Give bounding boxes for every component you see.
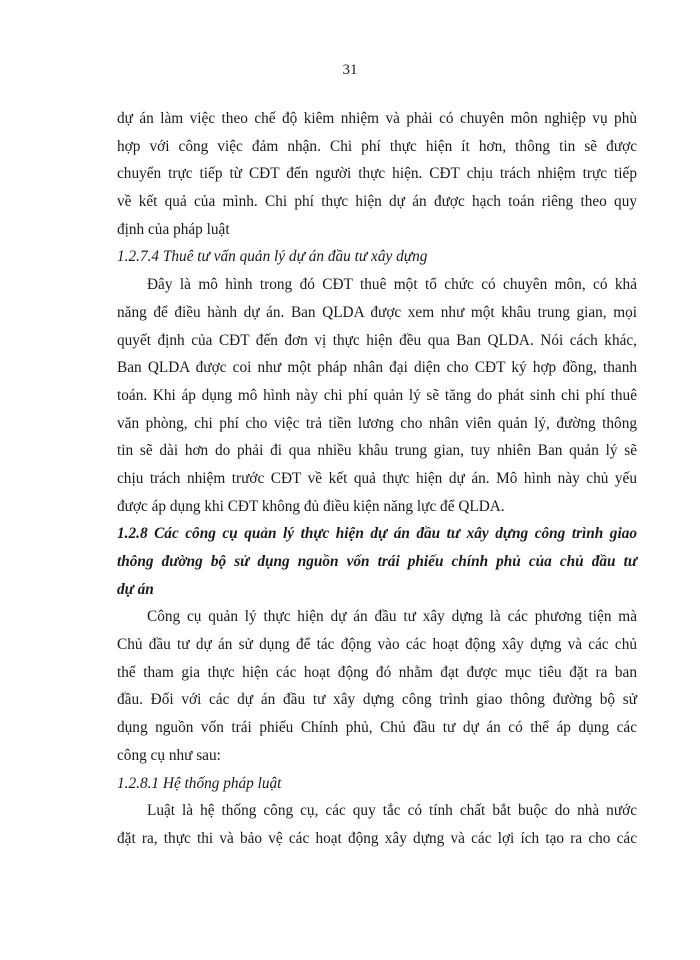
paragraph-line: công cụ như sau:: [117, 746, 221, 764]
paragraph-line: dự án làm việc theo chế độ kiêm nhiệm và phải có chuyên môn nghiệp vụ phù: [117, 110, 637, 127]
paragraph-line: năng để điều hành dự án. Ban QLDA được xem như một khâu trung gian, mọi: [117, 303, 637, 321]
paragraph-line: hợp với công việc đảm nhận. Chi phí thực hiện ít hơn, thông tin sẽ được: [117, 137, 637, 155]
paragraph-line: quyết định của CĐT đến đơn vị thực hiện đều qua Ban QLDA. Nói cách khác,: [117, 331, 637, 349]
section-heading-line: 1.2.8.1 Hệ thống pháp luật: [117, 774, 282, 792]
paragraph-line: toán. Khi áp dụng mô hình này chi phí quản lý sẽ tăng do phát sinh chi phí thuê: [117, 386, 637, 404]
paragraph-line: chịu trách nhiệm trước CĐT về kết quả thực hiện dự án. Mô hình này chủ yếu: [117, 469, 637, 487]
paragraph-line: tin sẽ dài hơn do phải đi qua nhiều khâu trung gian, tuy nhiên Ban quản lý sẽ: [117, 442, 637, 460]
paragraph-line: văn phòng, chi phí cho việc trả tiền lương cho nhân viên quản lý, đường thông: [117, 414, 637, 432]
paragraph-line: về kết quả của mình. Chi phí thực hiện dự án được hạch toán riêng theo quy: [117, 193, 637, 211]
paragraph-line: chuyển trực tiếp từ CĐT đến người thực hiện. CĐT chịu trách nhiệm trực tiếp: [117, 165, 637, 183]
paragraph-line: đặt ra, thực thi và bảo vệ các hoạt động xây dựng và các lợi ích tạo ra cho các: [117, 829, 637, 847]
body-text: [117, 105, 637, 853]
page-number: 31: [342, 62, 358, 78]
paragraph-line: đầu. Đối với các dự án đầu tư xây dựng công trình giao thông đường bộ sử: [117, 691, 637, 709]
section-heading-line: dự án: [117, 580, 154, 598]
section-heading-line: 1.2.7.4 Thuê tư vấn quản lý dự án đầu tư xây dựng: [117, 248, 428, 266]
section-heading-line: 1.2.8 Các công cụ quản lý thực hiện dự án đầu tư xây dựng công trình giao: [117, 525, 637, 543]
paragraph-line: Luật là hệ thống công cụ, các quy tắc có tính chất bắt buộc do nhà nước: [147, 802, 637, 820]
paragraph-line: Công cụ quản lý thực hiện dự án đầu tư xây dựng là các phương tiện mà: [147, 608, 637, 626]
paragraph-line: Chủ đầu tư dự án sử dụng để tác động vào các hoạt động xây dựng và các chủ: [117, 636, 637, 654]
paragraph-line: được áp dụng khi CĐT không đủ điều kiện năng lực để QLDA.: [117, 497, 505, 515]
paragraph-line: định của pháp luật: [117, 220, 230, 238]
paragraph-line: thể tham gia thực hiện các hoạt động đó nhằm đạt được mục tiêu đặt ra ban: [117, 663, 637, 681]
section-heading-line: thông đường bộ sử dụng nguồn vốn trái phiếu chính phủ của chủ đầu tư: [117, 553, 637, 570]
paragraph-line: Ban QLDA được coi như một pháp nhân đại diện cho CĐT ký hợp đồng, thanh: [117, 359, 637, 377]
paragraph-line: Đây là mô hình trong đó CĐT thuê một tổ chức có chuyên môn, có khả: [147, 276, 637, 294]
paragraph-line: dụng nguồn vốn trái phiếu Chính phủ, Chủ đầu tư dự án có thể áp dụng các: [117, 719, 637, 737]
